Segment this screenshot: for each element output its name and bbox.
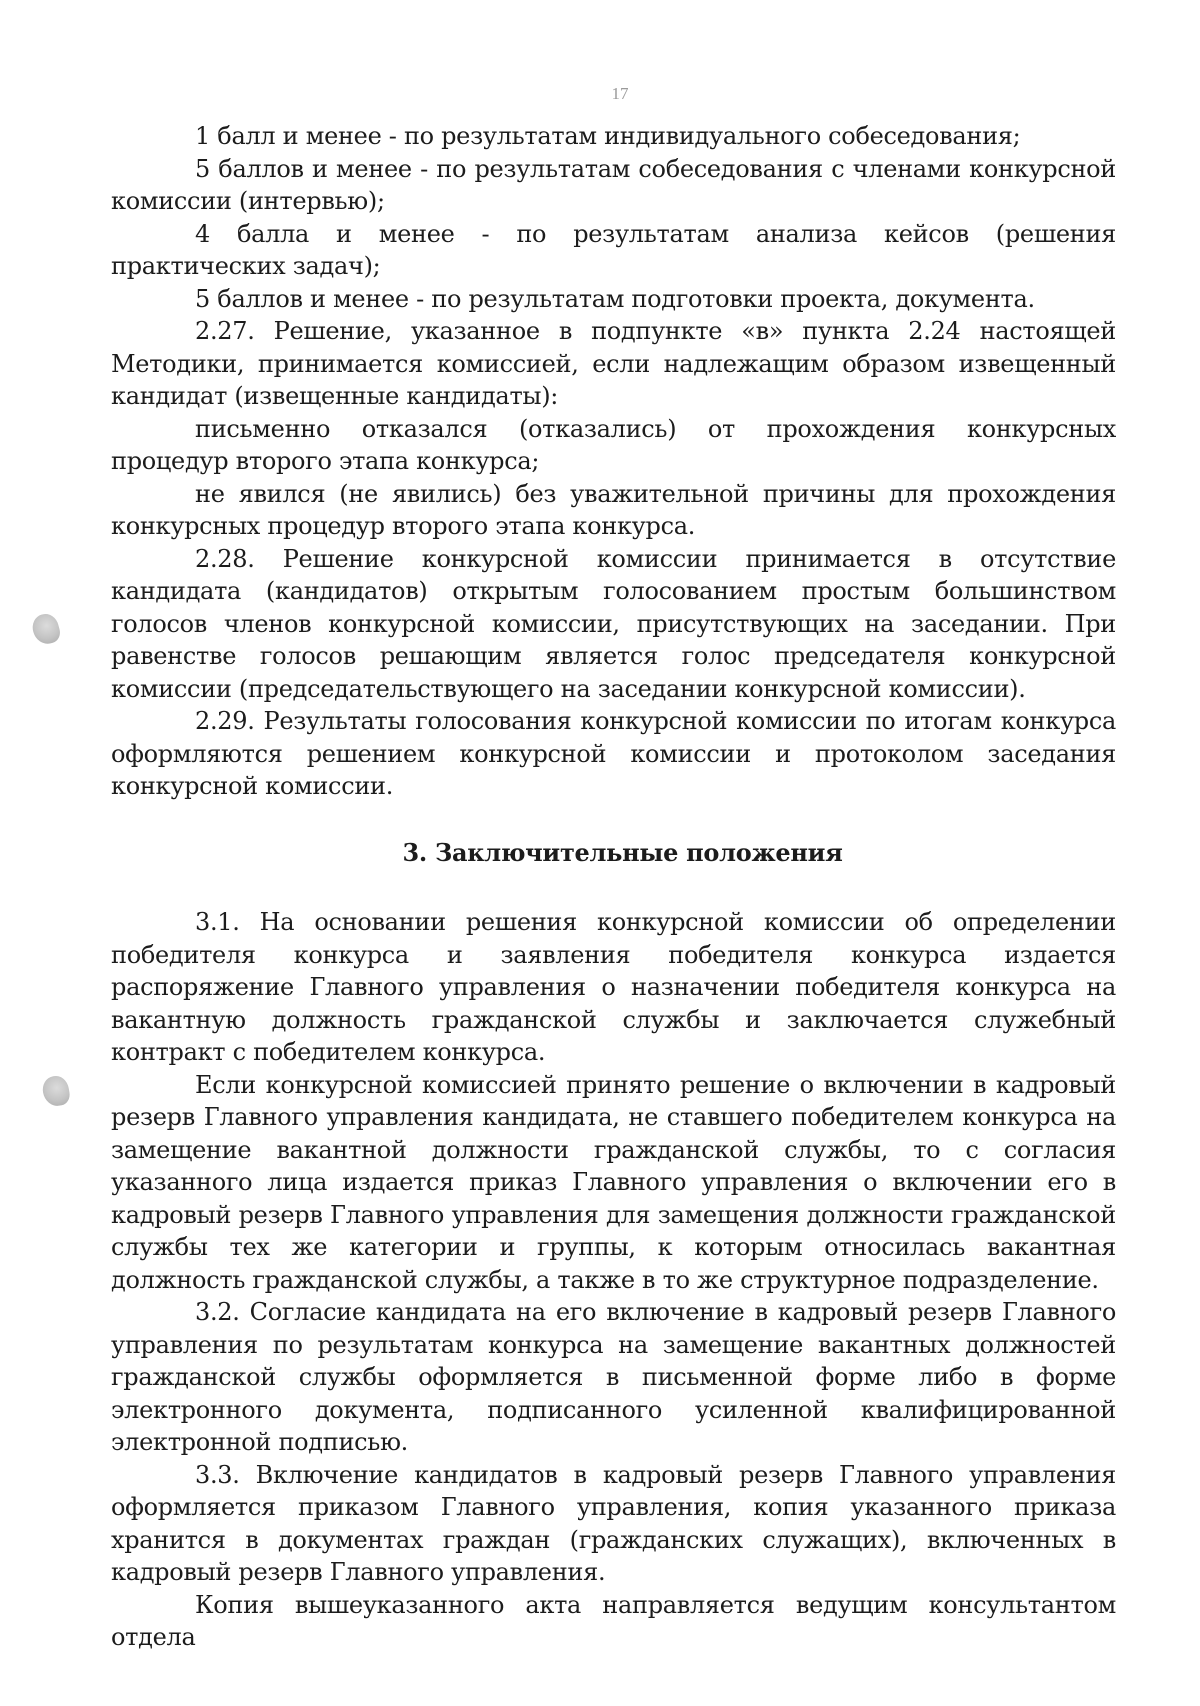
section-heading: 3. Заключительные положения <box>402 837 843 867</box>
paragraph: 1 балл и менее - по результатам индивидуального собеседования; <box>195 122 1021 150</box>
page-number: 17 <box>611 84 629 103</box>
paragraph: 5 баллов и менее - по результатам собеседования с членами конкурсной комиссии (интервью); <box>111 154 1116 215</box>
paragraph: 2.29. Результаты голосования конкурсной комиссии по итогам конкурса оформляются решением конкурсной комиссии и протоколом заседания конкурсной комиссии. <box>111 707 1116 800</box>
paragraph: не явился (не явились) без уважительной причины для прохождения конкурсных процедур второго этапа конкурса. <box>111 479 1116 540</box>
paragraph: 5 баллов и менее - по результатам подготовки проекта, документа. <box>195 284 1035 313</box>
paragraph: Копия вышеуказанного акта направляется ведущим консультантом отдела <box>111 1590 1116 1651</box>
paragraph: 3.1. На основании решения конкурсной комиссии об определении победителя конкурса и заявления победителя конкурса издается распоряжение Главного управления о назначении победителя конкурса на вакантную должность гражданской службы и заключается служебный контракт с победителем конкурса. <box>111 908 1116 1066</box>
document-body <box>111 120 1116 1654</box>
paragraph: 4 балла и менее - по результатам анализа кейсов (решения практических задач); <box>111 219 1116 280</box>
paragraph: 2.27. Решение, указанное в подпункте «в» пункта 2.24 настоящей Методики, принимается комиссией, если надлежащим образом извещенный кандидат (извещенные кандидаты): <box>111 317 1116 410</box>
paragraph: Если конкурсной комиссией принято решение о включении в кадровый резерв Главного управления кандидата, не ставшего победителем конкурса на замещение вакантной должности гражданской службы, то с согласия указанного лица издается приказ Главного управления о включении его в кадровый резерв Главного управления для замещения должности гражданской службы тех же категории и группы, к которым относилась вакантная должность гражданской службы, а также в то же структурное подразделение. <box>111 1070 1116 1294</box>
paragraph: 3.2. Согласие кандидата на его включение в кадровый резерв Главного управления по результатам конкурса на замещение вакантных должностей гражданской службы оформляется в письменной форме либо в форме электронного документа, подписанного усиленной квалифицированной электронной подписью. <box>111 1298 1116 1456</box>
paragraph: письменно отказался (отказались) от прохождения конкурсных процедур второго этапа конкурса; <box>111 414 1116 475</box>
punch-hole-mark <box>41 1074 72 1108</box>
paragraph: 3.3. Включение кандидатов в кадровый резерв Главного управления оформляется приказом Главного управления, копия указанного приказа хранится в документах граждан (гражданских служащих), включенных в кадровый резерв Главного управления. <box>111 1460 1116 1586</box>
punch-hole-mark <box>30 611 63 647</box>
paragraph: 2.28. Решение конкурсной комиссии принимается в отсутствие кандидата (кандидатов) открытым голосованием простым большинством голосов членов конкурсной комиссии, присутствующих на заседании. При равенстве голосов решающим является голос председателя конкурсной комиссии (председательствующего на заседании конкурсной комиссии). <box>111 544 1116 703</box>
